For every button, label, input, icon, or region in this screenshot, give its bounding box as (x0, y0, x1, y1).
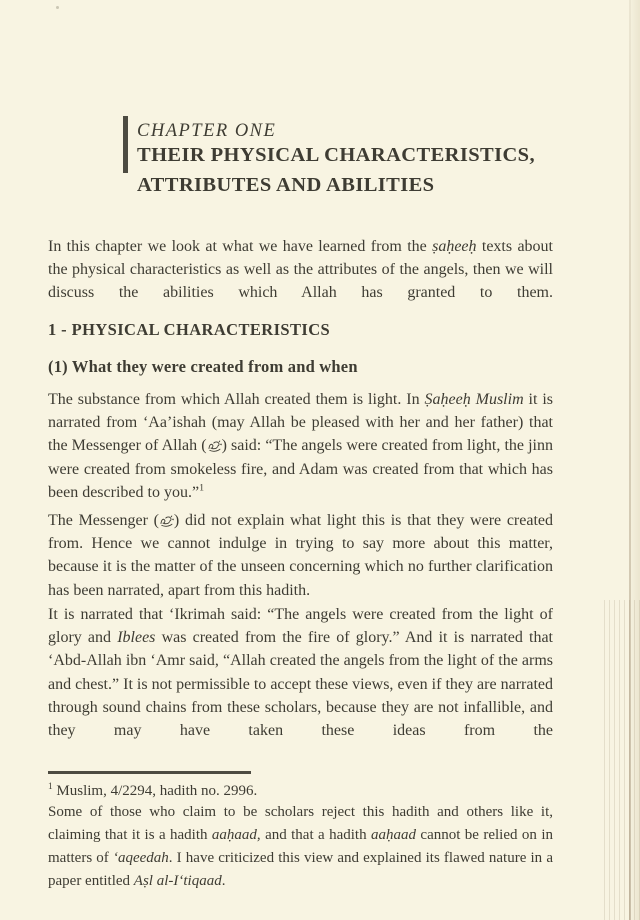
footnote-note: Some of those who claim to be scholars reject this hadith and others like it, claiming that it is a hadith aaḥaad, and that a hadith aaḥaad cannot be relied on in matters of ‘aqeedah. I have criticized this view and explained its flawed nature in a paper entitled Aṣl al-I‘tiqaad. (48, 804, 553, 889)
pbuh-calligraphy-icon (159, 509, 174, 532)
footnote-reference: $^1$ Muslim, 4/2294, hadith no. 2996. (48, 782, 258, 799)
section-heading: 1 - PHYSICAL CHARACTERISTICS (48, 320, 331, 339)
chapter-accent-bar (123, 116, 128, 173)
paragraph-1: The substance from which Allah created them is light. In Ṣaḥeeḥ Muslim it is narrated from ‘Aa’ishah (may Allah be pleased with her and her father) that the Messenger of Allah ( ) said: “The angels were created from light, the jinn were created from smokeless fire, and Adam was created from that which has been described to you.”$^1$ (48, 391, 553, 501)
chapter-title: THEIR PHYSICAL CHARACTERISTICS, ATTRIBUTES AND ABILITIES (137, 144, 536, 196)
pbuh-calligraphy-icon (207, 434, 222, 457)
paragraph-2: The Messenger ( ) did not explain what light this is that they were created from. Hence we cannot indulge in trying to say more about this matter, because it is the matter of the unseen concerning which no further clarification has been narrated, apart from this hadith. (48, 509, 553, 602)
intro-paragraph: In this chapter we look at what we have learned from the ṣaḥeeḥ texts about the physical characteristics as well as the attributes of the angels, then we will discuss the abilities which Allah has granted to them. (48, 238, 554, 302)
chapter-kicker: CHAPTER ONE (137, 121, 277, 141)
footnote-separator (48, 771, 251, 774)
book-pages-edge (604, 600, 640, 920)
subsection-heading: (1) What they were created from and when (48, 357, 358, 376)
paragraph-3: It is narrated that ‘Ikrimah said: “The angels were created from the light of glory and Iblees was created from the fire of glory.” And it is narrated that ‘Abd-Allah ibn ‘Amr said, “Allah created the angels from the light of the arms and chest.” It is not permissible to accept these views, even if they are narrated through sound chains from these scholars, because they are not infallible, and they may have taken these ideas from the (48, 606, 554, 740)
scan-speck (56, 6, 59, 9)
